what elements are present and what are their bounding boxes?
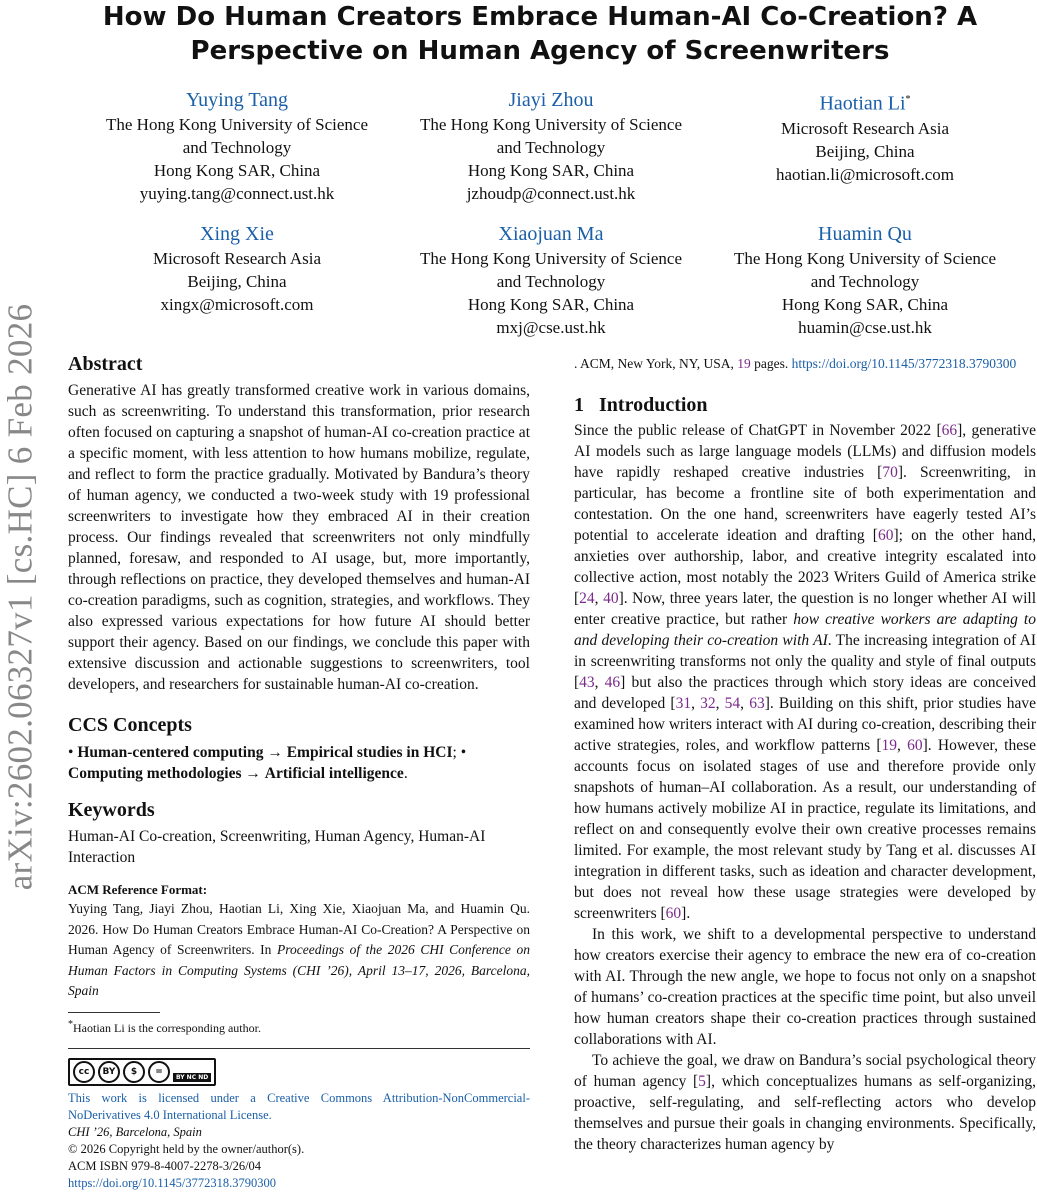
title-line-2: Perspective on Human Agency of Screenwriters xyxy=(190,36,890,66)
reference-format-text xyxy=(68,899,530,1002)
abstract-text: Generative AI has greatly transformed creative work in various domains, such as screenwriting. To understand this transformation, prior research often focused on capturing a snapshot of human-AI co-creation practice at a specific moment, with less attention to how humans mobilize, regulate, and reflect to form the practice gradually. Motivated by Bandura’s theory of human agency, we conducted a two-week study with 19 professional screenwriters to investigate how they embraced AI in their creation process. Our findings revealed that screenwriters not only mindfully planned, foresaw, and responded to AI usage, but, more importantly, through reflections on practice, they developed themselves and human-AI co-creation paradigms, such as cognition, strategies, and workflows. They also expressed various expectations for how future AI should better support their agency. Based on our findings, we conclude this paper with extensive discussion and actionable suggestions to screenwriters, tool developers, and researchers for sustainable human-AI co-creation. xyxy=(68,382,530,693)
intro-paragraph-3 xyxy=(574,1050,1036,1155)
author-block xyxy=(710,88,1020,186)
license-copyright: © 2026 Copyright held by the owner/author(s). xyxy=(68,1141,305,1156)
title-line-1: How Do Human Creators Embrace Human-AI Co-Creation? A xyxy=(102,2,978,32)
ccs-concepts xyxy=(68,742,530,784)
keywords-heading: Keywords xyxy=(68,799,155,821)
paper-title xyxy=(40,0,1037,68)
nd-icon: = xyxy=(148,1061,170,1083)
paragraph-text: , xyxy=(594,589,604,607)
author-email: yuying.tang@connect.ust.hk xyxy=(139,184,335,203)
citation-link[interactable]: 63 xyxy=(749,694,765,712)
author-name: Xiaojuan Ma xyxy=(498,223,604,245)
citation-link[interactable]: 43 xyxy=(579,673,595,691)
citation-link[interactable]: 19 xyxy=(881,736,898,754)
author-block xyxy=(710,222,1020,339)
reference-text: Yuying Tang, Jiayi Zhou, Haotian Li, Xing Xie, Xiaojuan Ma, and Huamin Qu. 2026. How Do Human Creators Embrace Human-AI Co-Creation? A Perspective on Human Agency of Screenwriters. In xyxy=(68,901,530,957)
paragraph-text: ]. Building on this shift, prior studies have examined how writers interact with AI during co-creation, describing their active strategies, roles, and workflow patterns [ xyxy=(574,694,1036,754)
right-column xyxy=(574,354,1036,1155)
cc-tags: BY NC ND xyxy=(173,1073,211,1082)
author-name: Jiayi Zhou xyxy=(508,89,594,111)
author-affiliation: Microsoft Research Asia xyxy=(780,118,950,138)
ccs-bullet: • xyxy=(460,744,467,761)
author-email: jzhoudp@connect.ust.hk xyxy=(466,184,636,203)
author-affiliation: and Technology xyxy=(810,272,920,291)
ccs-concept: Computing methodologies xyxy=(68,765,242,782)
citation-link[interactable]: 5 xyxy=(698,1072,706,1090)
author-affiliation: and Technology xyxy=(182,138,292,157)
reference-pages-suffix: pages. xyxy=(750,356,792,371)
author-name: Haotian Li xyxy=(819,92,906,115)
paragraph-text: ]. Now, three years later, the question is no longer whether AI will enter creative practice, but rather xyxy=(574,589,1036,628)
ccs-concept: Human-centered computing xyxy=(77,744,264,761)
author-block xyxy=(82,222,392,316)
author-location: Hong Kong SAR, China xyxy=(467,161,635,180)
ccs-arrow: → xyxy=(245,765,261,782)
ccs-heading: CCS Concepts xyxy=(68,714,192,736)
paragraph-text: ]. Screenwriting, in particular, has become a frontline site of both experimentation and contestation. On the one hand, screenwriters have eagerly tested AI’s potential to accelerate ideation and drafting [ xyxy=(574,463,1036,544)
license-block xyxy=(68,1058,530,1192)
citation-link[interactable]: 24 xyxy=(579,589,595,607)
ccs-end: . xyxy=(403,765,408,782)
by-icon: BY xyxy=(98,1061,120,1083)
footnote-text: Haotian Li is the corresponding author. xyxy=(73,1020,261,1035)
reference-venue: Proceedings of the 2026 CHI Conference on Human Factors in Computing Systems (CHI ’26), April 13–17, 2026, Barcelona, Spain xyxy=(68,942,530,998)
introduction-heading xyxy=(574,391,1036,419)
citation-link[interactable]: 60 xyxy=(877,526,894,544)
nc-icon: $ xyxy=(123,1061,145,1083)
author-affiliation: and Technology xyxy=(496,272,606,291)
author-location: Hong Kong SAR, China xyxy=(467,295,635,314)
author-email: xingx@microsoft.com xyxy=(160,295,314,314)
license-link[interactable]: This work is licensed under a Creative Commons Attribution-NonCommercial-NoDerivatives 4.0 International License. xyxy=(68,1090,530,1122)
paragraph-text: Since the public release of ChatGPT in November 2022 [ xyxy=(574,421,942,439)
citation-link[interactable]: 60 xyxy=(665,904,682,922)
citation-link[interactable]: 54 xyxy=(724,694,741,712)
author-email: mxj@cse.ust.hk xyxy=(496,318,606,337)
ccs-separator: ; xyxy=(452,744,457,761)
corresponding-mark: * xyxy=(905,94,911,105)
paragraph-text: ]. xyxy=(681,904,691,922)
citation-link[interactable]: 32 xyxy=(700,694,716,712)
ccs-arrow: → xyxy=(267,744,283,761)
author-block xyxy=(82,88,392,205)
reference-format-continued xyxy=(574,354,1036,375)
paragraph-text: , xyxy=(594,673,605,691)
paragraph-text: ], which conceptualizes humans as self-organizing, proactive, self-regulating, and self-reflecting actors who develop themselves and pursue their goals in changing environments. Specifically, the theory characterizes human agency by xyxy=(574,1072,1036,1153)
keywords-text: Human-AI Co-creation, Screenwriting, Human Agency, Human-AI Interaction xyxy=(68,828,486,866)
citation-link[interactable]: 66 xyxy=(941,421,958,439)
author-block xyxy=(396,88,706,205)
citation-link[interactable]: 70 xyxy=(882,463,898,481)
footnote-rule xyxy=(68,1012,160,1013)
paragraph-text: , xyxy=(740,694,750,712)
reference-pages[interactable]: 19 xyxy=(737,356,751,371)
author-name: Yuying Tang xyxy=(185,89,289,111)
author-location: Hong Kong SAR, China xyxy=(781,295,949,314)
paragraph-text: ], generative AI models such as large language models (LLMs) and diffusion models have rapidly reshaped creative industries [ xyxy=(574,421,1036,481)
arxiv-id: arXiv:2602.06327v1 [cs.HC] 6 Feb 2026 xyxy=(0,303,40,891)
author-email: haotian.li@microsoft.com xyxy=(775,164,955,184)
abstract-heading: Abstract xyxy=(68,353,143,375)
footnote-mark: * xyxy=(68,1018,73,1030)
intro-paragraph-1 xyxy=(574,420,1036,924)
reference-tail: . ACM, New York, NY, USA, xyxy=(574,356,738,371)
license-rule xyxy=(68,1048,530,1049)
author-affiliation: and Technology xyxy=(496,138,606,157)
section-title: Introduction xyxy=(599,393,708,416)
author-name: Huamin Qu xyxy=(818,223,912,245)
license-isbn: ACM ISBN 979-8-4007-2278-3/26/04 xyxy=(68,1158,262,1173)
author-affiliation: The Hong Kong University of Science xyxy=(419,249,683,268)
left-column xyxy=(68,350,530,1192)
paragraph-text: , xyxy=(715,694,725,712)
ccs-bullet: • xyxy=(68,744,74,761)
creative-commons-badge xyxy=(68,1058,216,1086)
author-location: Beijing, China xyxy=(815,141,915,161)
paragraph-text: To achieve the goal, we draw on Bandura’s social psychological theory of human agency [ xyxy=(574,1051,1036,1090)
author-affiliation: The Hong Kong University of Science xyxy=(419,115,683,134)
reference-doi-link[interactable]: https://doi.org/10.1145/3772318.3790300 xyxy=(791,356,1017,371)
cc-icon: cc xyxy=(73,1061,95,1083)
author-block xyxy=(396,222,706,339)
paragraph-text: ] but also the practices through which story ideas are conceived and developed [ xyxy=(574,673,1037,712)
citation-link[interactable]: 31 xyxy=(675,694,692,712)
paragraph-text: , xyxy=(691,694,701,712)
intro-paragraph-2: In this work, we shift to a developmental perspective to understand how creators exercise their agency to embrace the new era of co-creation with AI. Through the new angle, we hope to focus not only on a snapshot of humans’ co-creation practices at the specific time point, but also unveil how human creators shape their co-creation practices through sustained collaborations with AI. xyxy=(574,925,1036,1048)
citation-link[interactable]: 40 xyxy=(603,589,619,607)
paragraph-text: . The increasing integration of AI in screenwriting transforms not only the quality and style of final outputs [ xyxy=(574,631,1036,691)
paragraph-text: ]; on the other hand, anxieties over authorship, labor, and creative integrity escalated into collective action, most notably the 2023 Writers Guild of America strike [ xyxy=(574,526,1036,607)
reference-format-heading: ACM Reference Format: xyxy=(68,882,208,897)
author-affiliation: Microsoft Research Asia xyxy=(152,249,322,268)
citation-link[interactable]: 60 xyxy=(907,736,923,754)
arxiv-sidebar xyxy=(0,262,40,932)
footnote xyxy=(68,1015,530,1038)
license-doi-link[interactable]: https://doi.org/10.1145/3772318.3790300 xyxy=(68,1175,276,1190)
author-email: huamin@cse.ust.hk xyxy=(798,318,932,337)
paragraph-text: ]. However, these accounts focus on isolated stages of use and therefore provide only snapshots of human–AI collaboration. As a result, our understanding of how humans actively mobilize AI in practice, regulate its limitations, and reflect on and consequently evolve their own creative processes remains limited. For example, the most relevant study by Tang et al. discusses AI integration in different tasks, such as ideation and character development, but does not reveal how these usage strategies were developed by screenwriters [ xyxy=(574,736,1037,922)
author-affiliation: The Hong Kong University of Science xyxy=(733,249,997,268)
ccs-concept: Empirical studies in HCI xyxy=(286,744,453,761)
paragraph-text: , xyxy=(897,736,908,754)
author-location: Beijing, China xyxy=(187,272,287,291)
ccs-concept: Artificial intelligence xyxy=(264,765,404,782)
section-number: 1 xyxy=(574,393,584,416)
author-name: Xing Xie xyxy=(200,223,274,245)
citation-link[interactable]: 46 xyxy=(604,673,621,691)
author-location: Hong Kong SAR, China xyxy=(153,161,321,180)
author-affiliation: The Hong Kong University of Science xyxy=(105,115,369,134)
emphasis-text: how creative workers are adapting to and developing their co-creation with AI xyxy=(574,610,1036,649)
license-conference: CHI ’26, Barcelona, Spain xyxy=(68,1124,202,1139)
